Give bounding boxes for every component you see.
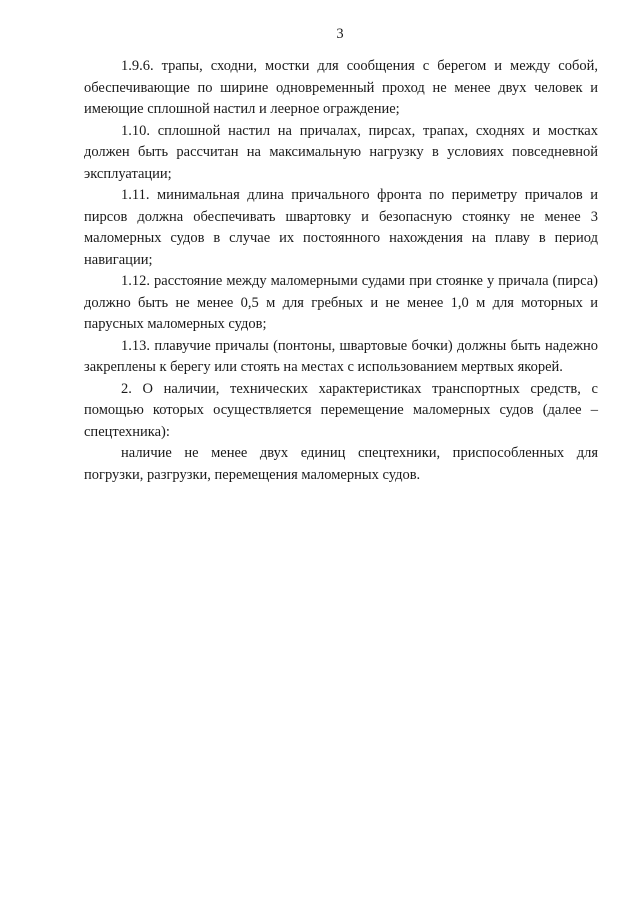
paragraph-2: 2. О наличии, технических характеристиках транспортных средств, с помощью которых осуществляется перемещение маломерных судов (далее – спецтехника): (84, 380, 598, 440)
paragraph-1-13: 1.13. плавучие причалы (понтоны, швартовые бочки) должны быть надежно закреплены к берегу или стоять на местах с использованием мертвых якорей. (84, 337, 598, 375)
document-body (84, 56, 598, 486)
paragraph-1-12: 1.12. расстояние между маломерными судами при стоянке у причала (пирса) должно быть не менее 0,5 м для гребных и не менее 1,0 м для моторных и парусных маломерных судов; (84, 273, 598, 332)
page-number: 3 (336, 26, 344, 42)
paragraph-1-10: 1.10. сплошной настил на причалах, пирсах, трапах, сходнях и мостках должен быть рассчитан на максимальную нагрузку в условиях повседневной эксплуатации; (84, 122, 598, 182)
paragraph-1-9-6: 1.9.6. трапы, сходни, мостки для сообщения с берегом и между собой, обеспечивающие по ширине одновременный проход не менее двух человек и имеющие сплошной настил и леерное ограждение; (84, 58, 598, 117)
paragraph-1-11: 1.11. минимальная длина причального фронта по периметру причалов и пирсов должна обеспечивать швартовку и безопасную стоянку не менее 3 маломерных судов в случае их постоянного нахождения на плаву в период навигации; (84, 187, 598, 268)
paragraph-special-equipment: наличие не менее двух единиц спецтехники, приспособленных для погрузки, разгрузки, перемещения маломерных судов. (84, 445, 598, 483)
